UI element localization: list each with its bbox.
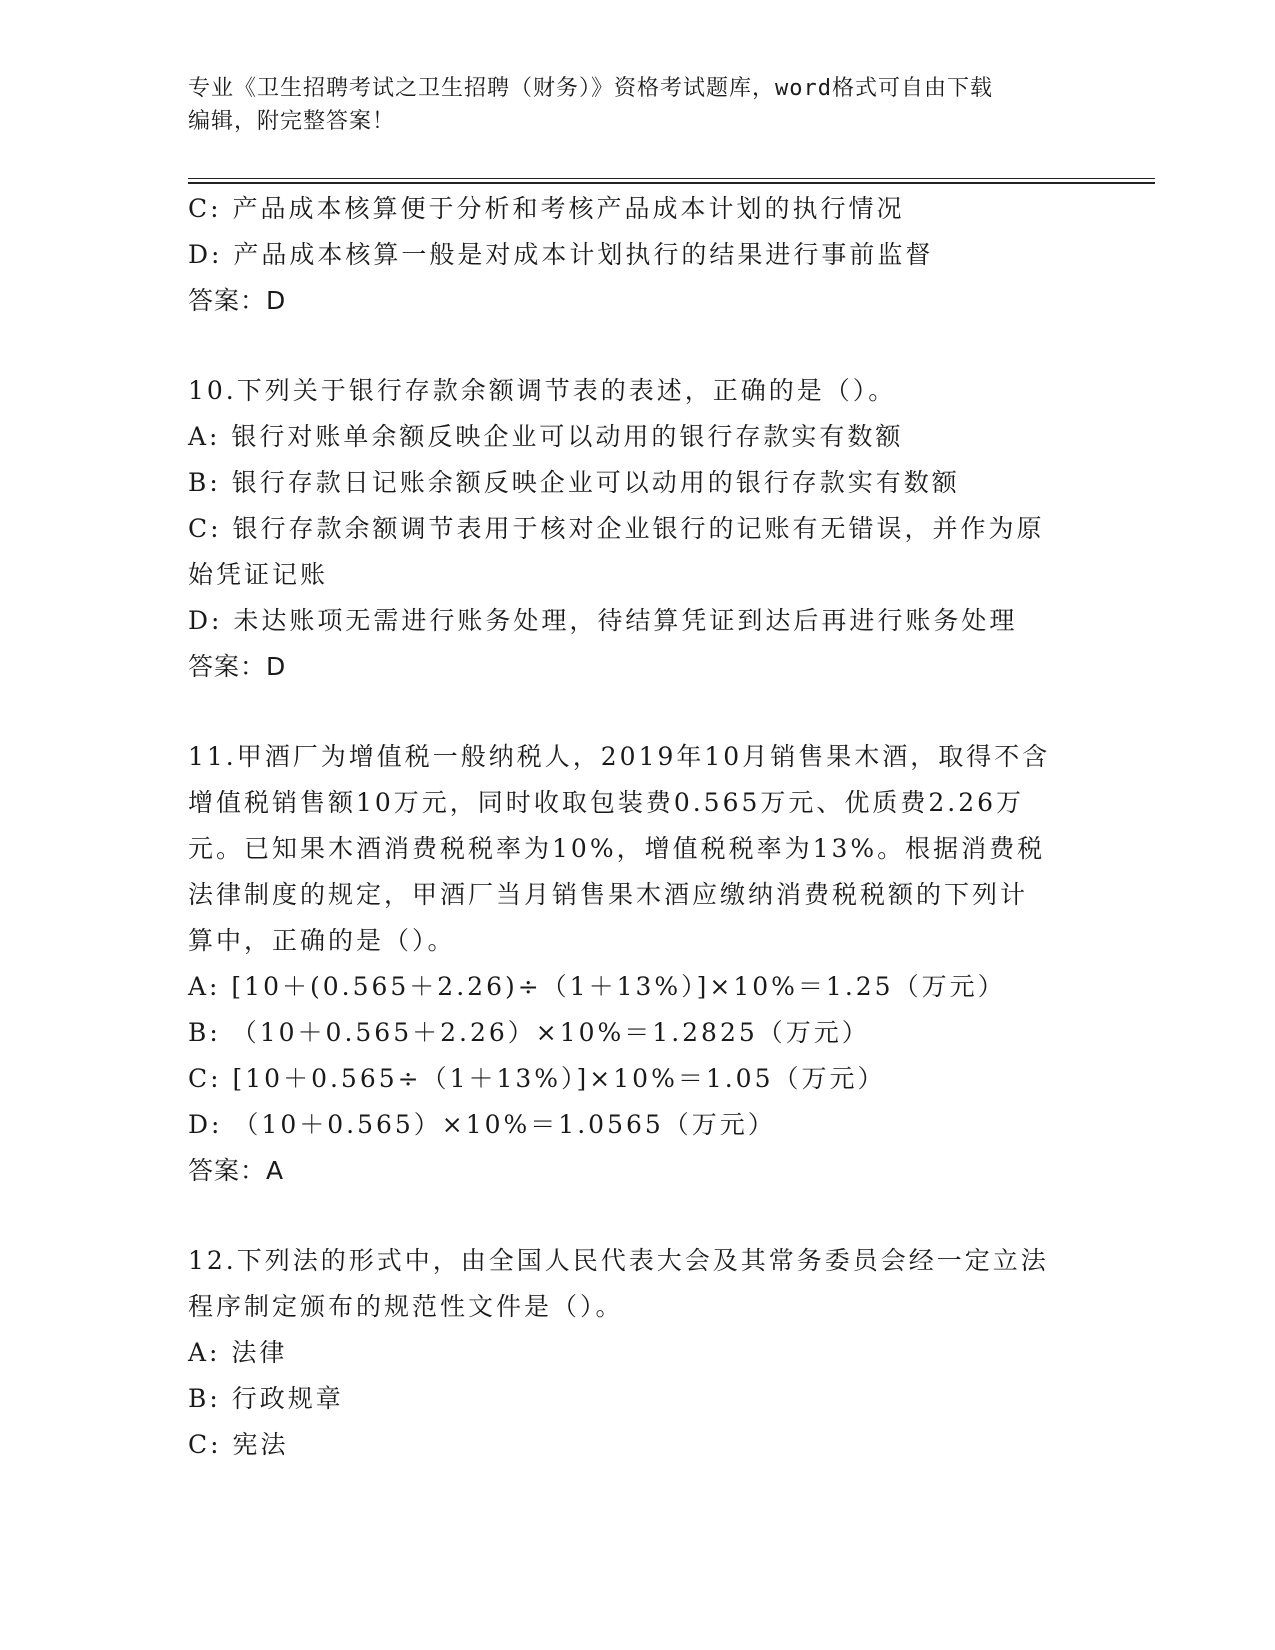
- question-block: [188, 368, 1088, 690]
- option-line: C: [10＋0.565÷（1＋13%）]×10%＝1.05（万元）: [188, 1064, 886, 1093]
- question-stem: 12.下列法的形式中，由全国人民代表大会及其常务委员会经一定立法: [188, 1246, 1049, 1275]
- question-stem: 法律制度的规定，甲酒厂当月销售果木酒应缴纳消费税税额的下列计: [188, 880, 1029, 909]
- option-line: A: 法律: [188, 1338, 288, 1367]
- header-line-1: 专业《卫生招聘考试之卫生招聘（财务）》资格考试题库，word格式可自由下载: [188, 76, 993, 101]
- option-line: B: 银行存款日记账余额反映企业可以动用的银行存款实有数额: [188, 468, 960, 497]
- option-line: D: 产品成本核算一般是对成本计划执行的结果进行事前监督: [188, 240, 934, 269]
- answer-line: 答案：D: [188, 286, 287, 315]
- option-line: B: （10＋0.565＋2.26）×10%＝1.2825（万元）: [188, 1018, 870, 1047]
- question-stem: 程序制定颁布的规范性文件是（）。: [188, 1292, 624, 1321]
- header-line-2: 编辑，附完整答案！: [188, 109, 396, 134]
- option-line: D: （10＋0.565）×10%＝1.0565（万元）: [188, 1110, 776, 1139]
- page-header: [188, 72, 1068, 138]
- question-content: [188, 186, 1088, 1468]
- question-block: [188, 1238, 1088, 1468]
- option-line: A: 银行对账单余额反映企业可以动用的银行存款实有数额: [188, 422, 904, 451]
- question-stem: 元。已知果木酒消费税税率为10%，增值税税率为13%。根据消费税: [188, 834, 1046, 863]
- option-line: D: 未达账项无需进行账务处理，待结算凭证到达后再进行账务处理: [188, 606, 1018, 635]
- question-block: [188, 734, 1088, 1194]
- option-line: C: 产品成本核算便于分析和考核产品成本计划的执行情况: [188, 194, 905, 223]
- question-stem: 算中，正确的是（）。: [188, 926, 456, 955]
- header-divider: [188, 178, 1155, 184]
- option-line: 始凭证记账: [188, 560, 329, 589]
- option-line: B: 行政规章: [188, 1384, 344, 1413]
- option-line: C: 宪法: [188, 1430, 289, 1459]
- option-line: A: [10＋(0.565＋2.26)÷（1＋13%）]×10%＝1.25（万元）: [188, 972, 1006, 1001]
- answer-line: 答案：A: [188, 1156, 285, 1185]
- question-stem: 增值税销售额10万元，同时收取包装费0.565万元、优质费2.26万: [188, 788, 1025, 817]
- answer-line: 答案：D: [188, 652, 287, 681]
- question-stem: 10.下列关于银行存款余额调节表的表述，正确的是（）。: [188, 376, 897, 405]
- question-block: [188, 186, 1088, 324]
- question-stem: 11.甲酒厂为增值税一般纳税人，2019年10月销售果木酒，取得不含: [188, 742, 1051, 771]
- option-line: C: 银行存款余额调节表用于核对企业银行的记账有无错误，并作为原: [188, 514, 1045, 543]
